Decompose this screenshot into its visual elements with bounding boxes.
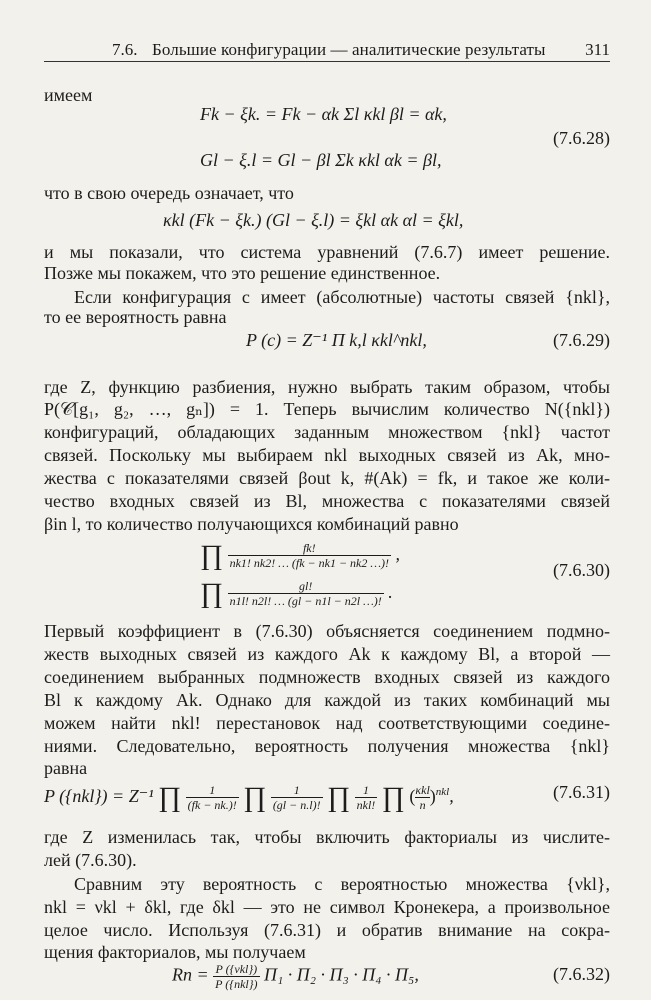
- page-number: 311: [585, 40, 610, 59]
- fraction-denominator: n1l! n2l! … (gl − n1l − n2l …)!: [229, 594, 382, 609]
- text-line: то ее вероятность равна: [44, 307, 227, 327]
- text-line: P(𝒞[g₁, g₂, …, gₙ]) = 1. Теперь вычислим количество N({nkl}): [44, 399, 610, 419]
- text-line: nkl = νkl + δkl, где δkl — это не символ Кронекера, а произвольное: [44, 897, 610, 917]
- text-line: равна: [44, 758, 88, 778]
- equation-7-6-30a: ∏ $\frac{fk!}{nk1! nk2! \dots (fk - nk1 - nk2 \dots)!}$ ,: [200, 540, 401, 571]
- fraction-denominator: nk1! nk2! … (fk − nk1 − nk2 …)!: [229, 556, 390, 571]
- text-line: конфигураций, обладающих заданным множеством {nkl} частот: [44, 422, 610, 442]
- equation-number-7-6-32: (7.6.32): [553, 964, 610, 984]
- text-line: жеств выходных связей из каждого Ak к каждому Bl, а второй —: [44, 644, 610, 664]
- text-line: и мы показали, что система уравнений (7.6.7) имеет решение.: [44, 242, 610, 262]
- section-title: Большие конфигурации — аналитические результаты: [152, 40, 546, 59]
- section-number: 7.6.: [112, 40, 138, 59]
- fraction-numerator: fk!: [302, 541, 316, 556]
- text-line: что в свою очередь означает, что: [44, 183, 294, 203]
- text-line: жества с показателями связей βout k, #(Ak) = fk, и такое же коли-: [44, 468, 610, 488]
- equation-7-6-30b: ∏ $\frac{gl!}{n1l! n2l! \dots (gl - n1l - n2l \dots)!}$ .: [200, 578, 393, 609]
- text-line: связей. Поскольку мы выбираем nkl выходных связей из Ak, мно-: [44, 445, 610, 465]
- equation-number-7-6-28: (7.6.28): [553, 128, 610, 148]
- text-line: лей (7.6.30).: [44, 850, 137, 870]
- text-line: целое число. Используя (7.6.31) и обратив внимание на сокра-: [44, 920, 610, 940]
- fraction-numerator: gl!: [298, 579, 313, 594]
- equation-number-7-6-29: (7.6.29): [553, 330, 610, 350]
- running-header: [44, 36, 610, 62]
- text-line: βin l, то количество получающихся комбинаций равно: [44, 514, 459, 534]
- equation-number-7-6-30: (7.6.30): [553, 560, 610, 580]
- equation-7-6-28a: Fk − ξk. = Fk − αk Σl κkl βl = αk,: [200, 104, 447, 124]
- text-line: можем найти nkl! перестановок над соответствующими соедине-: [44, 713, 610, 733]
- equation-unnumbered: κkl (Fk − ξk.) (Gl − ξ.l) = ξkl αk αl = ξkl,: [163, 210, 464, 230]
- equation-7-6-32: Rn = $\frac{\text{P (\{νkl\})}}{\text{P (\{nkl\})}}$ Π₁ · Π₂ · Π₃ · Π₄ · Π₅,: [172, 962, 419, 991]
- equation-7-6-28b: Gl − ξ.l = Gl − βl Σk κkl αk = βl,: [200, 150, 442, 170]
- equation-7-6-31: P ({nkl}) = Z⁻¹ ∏ $\frac{1}{(fk - nk.)!}$ ∏ $\frac{1}{(gl - n.l)!}$ ∏ $\frac{1}{\text{nkl!}}$ ∏ ( $\frac{\text{κkl}}{n}$ )$^{nkl}$,: [44, 782, 454, 813]
- text-line: имеем: [44, 85, 93, 105]
- text-line: Если конфигурация c имеет (абсолютные) частоты связей {nkl},: [74, 287, 610, 307]
- text-line: чество входных связей из Bl, множества с показателями связей: [44, 491, 610, 511]
- text-line: соединением выбранных подмножеств входных связей из каждого: [44, 667, 610, 687]
- text-line: где Z изменилась так, чтобы включить факториалы из числите-: [44, 827, 610, 847]
- equation-number-7-6-31: (7.6.31): [553, 782, 610, 802]
- text-line: Bl к каждому Ak. Однако для каждой из таких комбинаций мы: [44, 690, 610, 710]
- text-line: Позже мы покажем, что это решение единственное.: [44, 263, 441, 283]
- text-line: ниями. Следовательно, вероятность получения множества {nkl}: [44, 736, 610, 756]
- text-line: Сравним эту вероятность с вероятностью множества {νkl},: [74, 874, 610, 894]
- text-line: где Z, функцию разбиения, нужно выбрать таким образом, чтобы: [44, 377, 610, 397]
- header-rule: [44, 61, 610, 62]
- equation-7-6-29: P (c) = Z⁻¹ Π k,l κkl^nkl,: [246, 330, 427, 350]
- text-line: щения факториалов, мы получаем: [44, 942, 306, 962]
- text-line: Первый коэффициент в (7.6.30) объясняется соединением подмно-: [44, 621, 610, 641]
